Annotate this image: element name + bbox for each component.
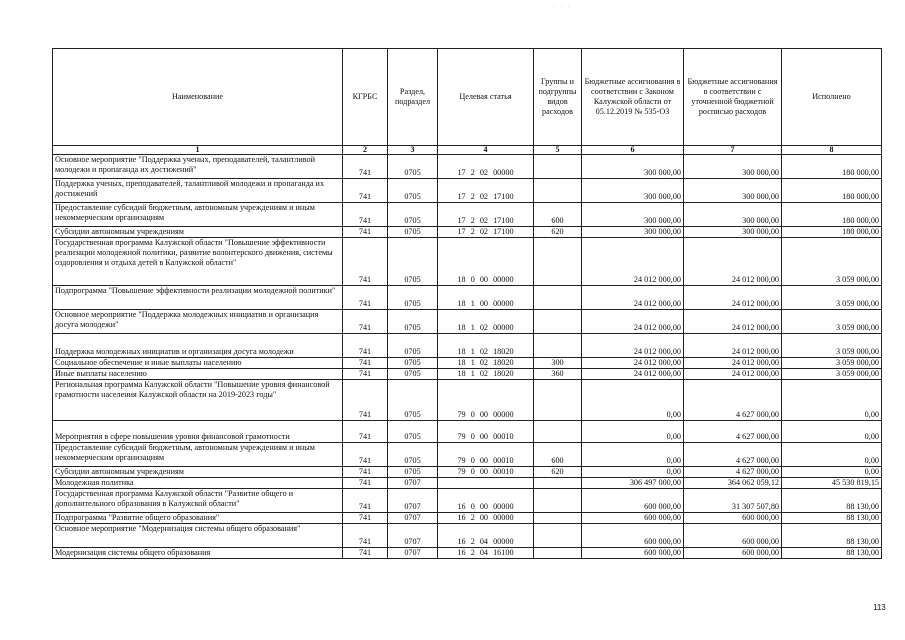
row-refined-budget: 600 000,00 bbox=[684, 548, 782, 559]
row-executed: 88 130,00 bbox=[782, 548, 882, 559]
row-kgrbs: 741 bbox=[343, 513, 388, 524]
table-body bbox=[53, 155, 882, 559]
row-refined-budget: 300 000,00 bbox=[684, 179, 782, 203]
row-group bbox=[534, 155, 582, 179]
row-group bbox=[534, 179, 582, 203]
row-name: Государственная программа Калужской области "Повышение эффективности реализации молодежной политики, развитие волонтерского движения, системы оздоровления и отдыха детей в Калужской области" bbox=[53, 238, 343, 286]
row-group: 300 bbox=[534, 358, 582, 369]
header-refined-budget: Бюджетные ассигнования в соответствии с уточненной бюджетной росписью расходов bbox=[684, 49, 782, 146]
row-name: Поддержка молодежных инициатив и организация досуга молодежи bbox=[53, 334, 343, 358]
row-section: 0707 bbox=[388, 513, 438, 524]
top-mark: · · · bbox=[553, 4, 572, 10]
row-executed: 3 059 000,00 bbox=[782, 369, 882, 380]
row-law-budget: 600 000,00 bbox=[582, 524, 684, 548]
row-name: Поддержка ученых, преподавателей, талантливой молодежи и пропаганда их достижений bbox=[53, 179, 343, 203]
row-section: 0705 bbox=[388, 203, 438, 227]
row-target bbox=[438, 478, 534, 489]
row-name: Основное мероприятие "Модернизация системы общего образования" bbox=[53, 524, 343, 548]
row-kgrbs: 741 bbox=[343, 478, 388, 489]
row-group bbox=[534, 334, 582, 358]
row-executed: 0,00 bbox=[782, 421, 882, 443]
row-kgrbs: 741 bbox=[343, 548, 388, 559]
table-row bbox=[53, 155, 882, 179]
header-section: Раздел, подраздел bbox=[388, 49, 438, 146]
row-name: Мероприятия в сфере повышения уровня финансовой грамотности bbox=[53, 421, 343, 443]
row-law-budget: 300 000,00 bbox=[582, 227, 684, 238]
table-row bbox=[53, 548, 882, 559]
row-section: 0705 bbox=[388, 227, 438, 238]
row-name: Государственная программа Калужской области "Развитие общего и дополнительного образования в Калужской области" bbox=[53, 489, 343, 513]
table-row bbox=[53, 334, 882, 358]
table-row bbox=[53, 227, 882, 238]
row-section: 0707 bbox=[388, 489, 438, 513]
row-section: 0705 bbox=[388, 310, 438, 334]
row-law-budget: 24 012 000,00 bbox=[582, 286, 684, 310]
row-law-budget: 600 000,00 bbox=[582, 513, 684, 524]
header-kgrbs: КГРБС bbox=[343, 49, 388, 146]
row-target: 17 2 02 17100 bbox=[438, 227, 534, 238]
row-law-budget: 300 000,00 bbox=[582, 203, 684, 227]
table-row bbox=[53, 286, 882, 310]
row-refined-budget: 600 000,00 bbox=[684, 524, 782, 548]
page-number: 113 bbox=[873, 603, 886, 612]
table-row bbox=[53, 358, 882, 369]
row-kgrbs: 741 bbox=[343, 334, 388, 358]
row-executed: 180 000,00 bbox=[782, 203, 882, 227]
row-section: 0705 bbox=[388, 286, 438, 310]
row-executed: 3 059 000,00 bbox=[782, 286, 882, 310]
table-row bbox=[53, 179, 882, 203]
header-law-budget: Бюджетные ассигнования в соответствии с Законом Калужской области от 05.12.2019 № 535-ОЗ bbox=[582, 49, 684, 146]
row-executed: 3 059 000,00 bbox=[782, 334, 882, 358]
row-section: 0705 bbox=[388, 380, 438, 421]
row-refined-budget: 300 000,00 bbox=[684, 155, 782, 179]
row-target: 79 0 00 00010 bbox=[438, 421, 534, 443]
row-group bbox=[534, 548, 582, 559]
row-group bbox=[534, 380, 582, 421]
row-group bbox=[534, 421, 582, 443]
row-kgrbs: 741 bbox=[343, 179, 388, 203]
row-kgrbs: 741 bbox=[343, 155, 388, 179]
table-row bbox=[53, 467, 882, 478]
table-row bbox=[53, 443, 882, 467]
row-executed: 3 059 000,00 bbox=[782, 310, 882, 334]
row-refined-budget: 4 627 000,00 bbox=[684, 443, 782, 467]
header-expense-group: Группы и подгруппы видов расходов bbox=[534, 49, 582, 146]
row-target: 17 2 02 17100 bbox=[438, 179, 534, 203]
header-row bbox=[53, 49, 882, 146]
row-refined-budget: 364 062 059,12 bbox=[684, 478, 782, 489]
row-target: 17 2 02 17100 bbox=[438, 203, 534, 227]
row-target: 18 0 00 00000 bbox=[438, 238, 534, 286]
budget-table bbox=[52, 48, 882, 559]
row-law-budget: 24 012 000,00 bbox=[582, 369, 684, 380]
row-group: 620 bbox=[534, 227, 582, 238]
row-law-budget: 0,00 bbox=[582, 467, 684, 478]
row-section: 0705 bbox=[388, 155, 438, 179]
row-section: 0705 bbox=[388, 369, 438, 380]
row-name: Подпрограмма "Повышение эффективности реализации молодежной политики" bbox=[53, 286, 343, 310]
row-target: 79 0 00 00010 bbox=[438, 467, 534, 478]
row-target: 18 1 02 18020 bbox=[438, 334, 534, 358]
row-section: 0705 bbox=[388, 334, 438, 358]
table-row bbox=[53, 489, 882, 513]
row-group bbox=[534, 310, 582, 334]
row-target: 16 2 00 00000 bbox=[438, 513, 534, 524]
row-executed: 88 130,00 bbox=[782, 489, 882, 513]
row-executed: 3 059 000,00 bbox=[782, 238, 882, 286]
row-target: 18 1 02 18020 bbox=[438, 358, 534, 369]
row-group bbox=[534, 286, 582, 310]
row-executed: 0,00 bbox=[782, 380, 882, 421]
row-kgrbs: 741 bbox=[343, 421, 388, 443]
row-refined-budget: 4 627 000,00 bbox=[684, 467, 782, 478]
row-name: Субсидии автономным учреждениям bbox=[53, 467, 343, 478]
table-row bbox=[53, 421, 882, 443]
header-name: Наименование bbox=[53, 49, 343, 146]
row-target: 16 0 00 00000 bbox=[438, 489, 534, 513]
row-name: Подпрограмма "Развитие общего образования" bbox=[53, 513, 343, 524]
row-law-budget: 24 012 000,00 bbox=[582, 334, 684, 358]
row-section: 0707 bbox=[388, 548, 438, 559]
row-target: 17 2 02 00000 bbox=[438, 155, 534, 179]
row-name: Основное мероприятие "Поддержка молодежных инициатив и организация досуга молодежи" bbox=[53, 310, 343, 334]
row-executed: 180 000,00 bbox=[782, 227, 882, 238]
row-group bbox=[534, 238, 582, 286]
column-number: 8 bbox=[782, 146, 882, 155]
row-executed: 3 059 000,00 bbox=[782, 358, 882, 369]
row-section: 0707 bbox=[388, 478, 438, 489]
column-number: 2 bbox=[343, 146, 388, 155]
row-name: Предоставление субсидий бюджетным, автономным учреждениям и иным некоммерческим организациям bbox=[53, 443, 343, 467]
row-law-budget: 306 497 000,00 bbox=[582, 478, 684, 489]
row-law-budget: 0,00 bbox=[582, 380, 684, 421]
row-kgrbs: 741 bbox=[343, 203, 388, 227]
row-refined-budget: 24 012 000,00 bbox=[684, 238, 782, 286]
header-executed: Исполнено bbox=[782, 49, 882, 146]
column-number: 7 bbox=[684, 146, 782, 155]
row-refined-budget: 300 000,00 bbox=[684, 203, 782, 227]
row-executed: 45 530 819,15 bbox=[782, 478, 882, 489]
row-refined-budget: 600 000,00 bbox=[684, 513, 782, 524]
row-kgrbs: 741 bbox=[343, 467, 388, 478]
row-law-budget: 24 012 000,00 bbox=[582, 358, 684, 369]
row-group bbox=[534, 513, 582, 524]
row-target: 18 1 02 18020 bbox=[438, 369, 534, 380]
row-executed: 180 000,00 bbox=[782, 155, 882, 179]
table-row bbox=[53, 478, 882, 489]
table-row bbox=[53, 380, 882, 421]
table-row bbox=[53, 203, 882, 227]
table-row bbox=[53, 310, 882, 334]
row-section: 0707 bbox=[388, 524, 438, 548]
table-row bbox=[53, 238, 882, 286]
row-group bbox=[534, 478, 582, 489]
row-kgrbs: 741 bbox=[343, 443, 388, 467]
row-executed: 0,00 bbox=[782, 467, 882, 478]
row-name: Субсидии автономным учреждениям bbox=[53, 227, 343, 238]
row-target: 16 2 04 16100 bbox=[438, 548, 534, 559]
row-name: Предоставление субсидий бюджетным, автономным учреждениям и иным некоммерческим организациям bbox=[53, 203, 343, 227]
row-refined-budget: 24 012 000,00 bbox=[684, 334, 782, 358]
row-law-budget: 300 000,00 bbox=[582, 179, 684, 203]
row-name: Основное мероприятие "Поддержка ученых, преподавателей, талантливой молодежи и пропаганда их достижений" bbox=[53, 155, 343, 179]
row-group: 620 bbox=[534, 467, 582, 478]
row-group: 600 bbox=[534, 443, 582, 467]
row-group: 360 bbox=[534, 369, 582, 380]
row-kgrbs: 741 bbox=[343, 369, 388, 380]
table-row bbox=[53, 513, 882, 524]
table-row bbox=[53, 524, 882, 548]
header-target: Целевая статья bbox=[438, 49, 534, 146]
row-law-budget: 0,00 bbox=[582, 421, 684, 443]
table-row bbox=[53, 369, 882, 380]
column-number: 1 bbox=[53, 146, 343, 155]
row-section: 0705 bbox=[388, 443, 438, 467]
row-target: 79 0 00 00010 bbox=[438, 443, 534, 467]
row-kgrbs: 741 bbox=[343, 286, 388, 310]
row-refined-budget: 4 627 000,00 bbox=[684, 380, 782, 421]
row-group bbox=[534, 524, 582, 548]
row-group: 600 bbox=[534, 203, 582, 227]
row-kgrbs: 741 bbox=[343, 524, 388, 548]
column-number: 4 bbox=[438, 146, 534, 155]
row-section: 0705 bbox=[388, 238, 438, 286]
row-name: Социальное обеспечение и иные выплаты населению bbox=[53, 358, 343, 369]
row-kgrbs: 741 bbox=[343, 380, 388, 421]
row-kgrbs: 741 bbox=[343, 238, 388, 286]
row-section: 0705 bbox=[388, 179, 438, 203]
row-refined-budget: 300 000,00 bbox=[684, 227, 782, 238]
row-name: Иные выплаты населению bbox=[53, 369, 343, 380]
column-number: 6 bbox=[582, 146, 684, 155]
row-target: 18 1 00 00000 bbox=[438, 286, 534, 310]
row-kgrbs: 741 bbox=[343, 358, 388, 369]
row-law-budget: 0,00 bbox=[582, 443, 684, 467]
row-executed: 0,00 bbox=[782, 443, 882, 467]
row-executed: 88 130,00 bbox=[782, 513, 882, 524]
row-law-budget: 24 012 000,00 bbox=[582, 310, 684, 334]
row-law-budget: 24 012 000,00 bbox=[582, 238, 684, 286]
row-refined-budget: 24 012 000,00 bbox=[684, 369, 782, 380]
row-kgrbs: 741 bbox=[343, 489, 388, 513]
row-target: 18 1 02 00000 bbox=[438, 310, 534, 334]
row-refined-budget: 24 012 000,00 bbox=[684, 358, 782, 369]
row-kgrbs: 741 bbox=[343, 227, 388, 238]
column-number: 5 bbox=[534, 146, 582, 155]
row-law-budget: 600 000,00 bbox=[582, 489, 684, 513]
row-section: 0705 bbox=[388, 467, 438, 478]
row-refined-budget: 4 627 000,00 bbox=[684, 421, 782, 443]
row-kgrbs: 741 bbox=[343, 310, 388, 334]
column-number: 3 bbox=[388, 146, 438, 155]
row-section: 0705 bbox=[388, 421, 438, 443]
row-section: 0705 bbox=[388, 358, 438, 369]
row-refined-budget: 24 012 000,00 bbox=[684, 286, 782, 310]
row-executed: 180 000,00 bbox=[782, 179, 882, 203]
row-refined-budget: 24 012 000,00 bbox=[684, 310, 782, 334]
row-executed: 88 130,00 bbox=[782, 524, 882, 548]
row-law-budget: 600 000,00 bbox=[582, 548, 684, 559]
row-group bbox=[534, 489, 582, 513]
row-law-budget: 300 000,00 bbox=[582, 155, 684, 179]
row-target: 79 0 00 00000 bbox=[438, 380, 534, 421]
row-target: 16 2 04 00000 bbox=[438, 524, 534, 548]
row-name: Молодежная политика bbox=[53, 478, 343, 489]
row-name: Региональная программа Калужской области "Повышение уровня финансовой грамотности населения Калужской области на 2019-2023 годы" bbox=[53, 380, 343, 421]
row-refined-budget: 31 307 507,80 bbox=[684, 489, 782, 513]
row-name: Модернизация системы общего образования bbox=[53, 548, 343, 559]
column-number-row bbox=[53, 146, 882, 155]
